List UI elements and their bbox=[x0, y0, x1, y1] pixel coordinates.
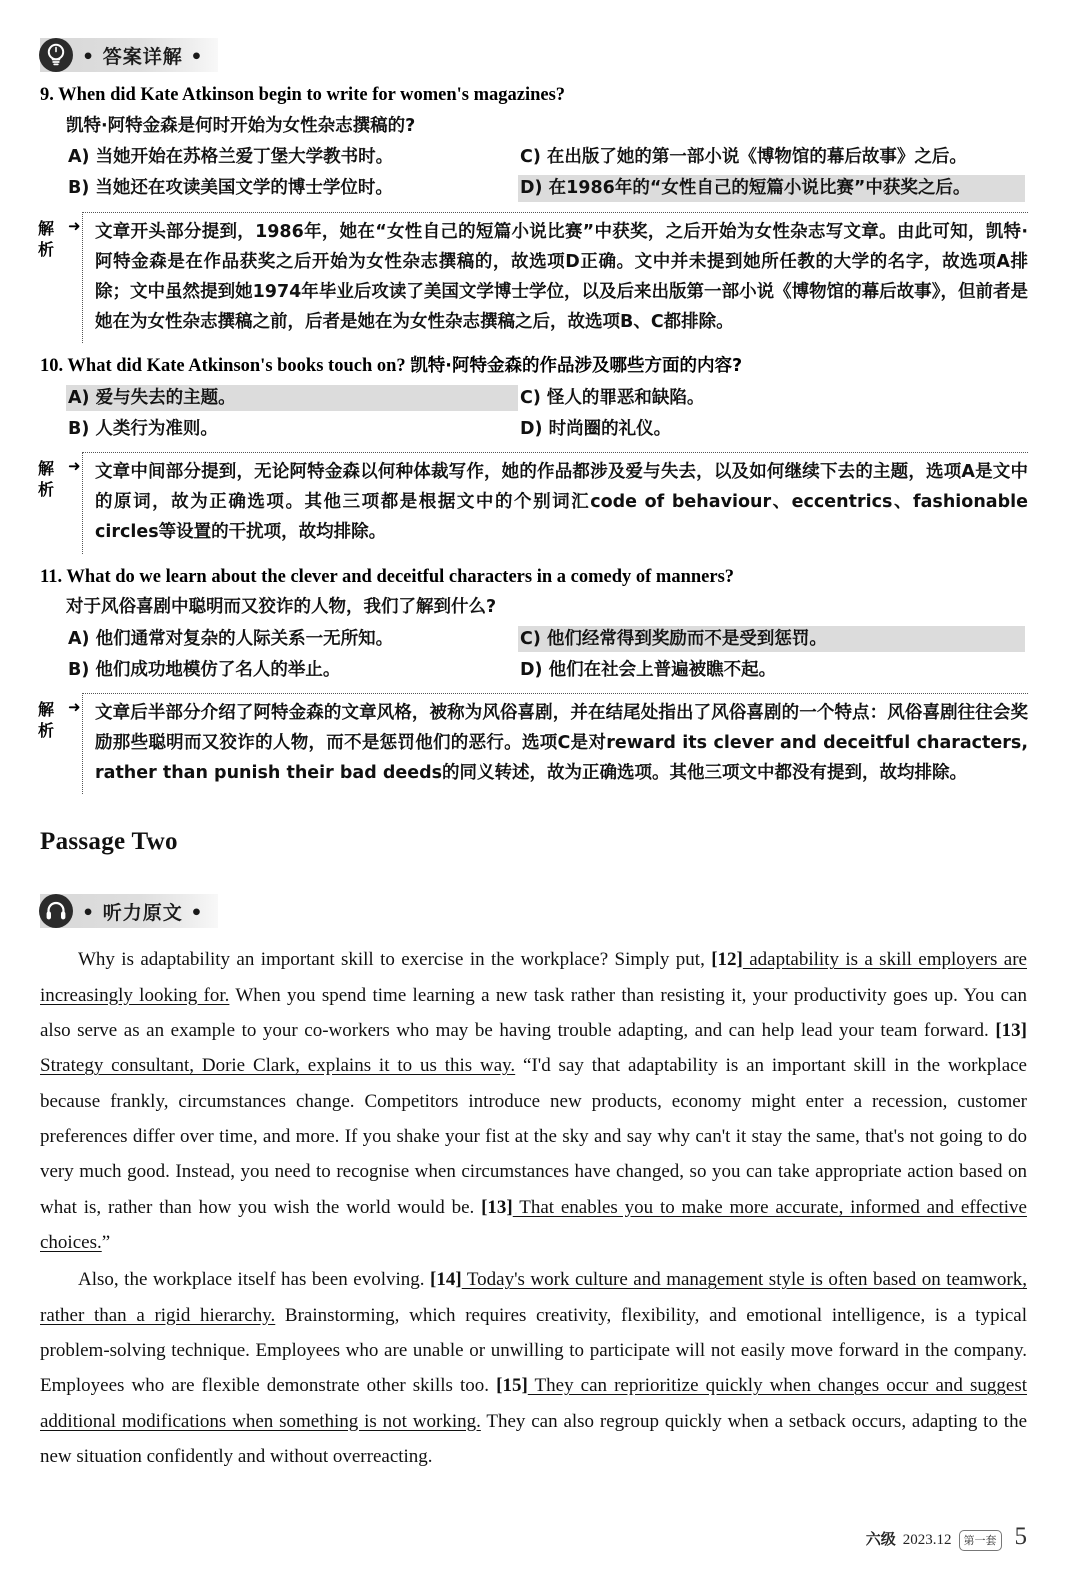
option-a[interactable]: A) 当她开始在苏格兰爱丁堡大学教书时。 bbox=[68, 147, 394, 168]
script-segment: ” bbox=[101, 1232, 111, 1253]
explanation-tag: 解 析 bbox=[38, 459, 55, 500]
script-segment: When you spend time learning a new task rather than resisting it, your productivity goes up. You can also serve as an example to your co-workers who may be having trouble adapting, and can help lead your team forward. bbox=[40, 984, 1027, 1042]
option-c[interactable]: C) 在出版了她的第一部小说《博物馆的幕后故事》之后。 bbox=[520, 147, 967, 168]
explanation-9 bbox=[38, 212, 1028, 343]
question-number: 10. bbox=[40, 355, 64, 376]
option-b[interactable]: B) 人类行为准则。 bbox=[68, 419, 218, 439]
question-translation: 对于风俗喜剧中聪明而又狡诈的人物，我们了解到什么? bbox=[66, 597, 497, 618]
question-stem-en: When did Kate Atkinson begin to write for women's magazines? bbox=[58, 85, 566, 105]
option-a[interactable]: A) 爱与失去的主题。 bbox=[66, 385, 518, 411]
question-stem bbox=[40, 82, 1025, 109]
question-stem bbox=[40, 564, 1025, 591]
option-d[interactable]: D) 时尚圈的礼仪。 bbox=[520, 419, 672, 439]
option-c[interactable]: C) 他们经常得到奖励而不是受到惩罚。 bbox=[518, 626, 1025, 652]
option-list bbox=[66, 144, 1025, 202]
option-list bbox=[66, 626, 1025, 684]
headphones-icon bbox=[39, 894, 73, 928]
option-a[interactable]: A) 他们通常对复杂的人际关系一无所知。 bbox=[68, 628, 394, 649]
question-number: 9. bbox=[40, 85, 54, 105]
question-stem bbox=[40, 353, 1025, 380]
question-marker: [13] bbox=[481, 1196, 513, 1218]
question-block-9 bbox=[40, 82, 1025, 202]
listening-script bbox=[40, 942, 1027, 1474]
exam-level: 六级 bbox=[865, 1530, 896, 1548]
question-marker: [12] bbox=[711, 949, 743, 971]
arrow-icon: ➜ bbox=[68, 700, 81, 717]
question-marker: [15] bbox=[496, 1375, 528, 1397]
question-marker: [13] bbox=[995, 1020, 1027, 1042]
option-d[interactable]: D) 在1986年的“女性自己的短篇小说比赛”中获奖之后。 bbox=[518, 175, 1025, 201]
option-d[interactable]: D) 他们在社会上普遍被瞧不起。 bbox=[520, 659, 777, 680]
question-stem-en: What do we learn about the clever and deceitful characters in a comedy of manners? bbox=[66, 566, 735, 587]
question-marker: [14] bbox=[430, 1269, 462, 1291]
option-c[interactable]: C) 怪人的罪恶和缺陷。 bbox=[520, 387, 705, 408]
question-block-11 bbox=[40, 564, 1025, 684]
explanation-text: 文章开头部分提到，1986年，她在“女性自己的短篇小说比赛”中获奖，之后开始为女性杂志写文章。由此可知，凯特·阿特金森是在作品获奖之后开始为女性杂志撰稿的，故选项D正确。文中并未提到她所任教的大学的名字，故选项A排除；文中虽然提到她1974年毕业后攻读了美国文学博士学位，以及后来出版第一部小说《博物馆的幕后故事》，但前者是她在为女性杂志撰稿之前，后者是她在为女性杂志撰稿之后，故选项B、C都排除。 bbox=[82, 212, 1028, 343]
answer-explanation-banner bbox=[40, 38, 218, 72]
question-number: 11. bbox=[40, 566, 63, 587]
exam-set-badge: 第一套 bbox=[959, 1530, 1002, 1551]
script-paragraph-1 bbox=[40, 942, 1027, 1260]
option-b[interactable]: B) 当她还在攻读美国文学的博士学位时。 bbox=[68, 178, 393, 199]
script-segment: They can reprioritize quickly when changes occur and suggest additional modifications when something is not working. bbox=[40, 1375, 1027, 1432]
arrow-icon: ➜ bbox=[68, 459, 81, 476]
script-segment: Strategy consultant, Dorie Clark, explains it to us this way. bbox=[40, 1055, 516, 1077]
option-list bbox=[66, 385, 1025, 443]
explanation-tag: 解 析 bbox=[38, 700, 55, 741]
arrow-icon: ➜ bbox=[68, 218, 81, 235]
page-footer bbox=[866, 1523, 1027, 1551]
question-stem-cn: 凯特·阿特金森的作品涉及哪些方面的内容? bbox=[410, 355, 743, 376]
question-stem-en: What did Kate Atkinson's books touch on? bbox=[67, 355, 406, 376]
script-segment: Today's work culture and management style is often based on teamwork, rather than a rigid hierarchy. bbox=[40, 1269, 1027, 1326]
explanation-text: 文章中间部分提到，无论阿特金森以何种体裁写作，她的作品都涉及爱与失去，以及如何继续下去的主题，选项A是文中的原词，故为正确选项。其他三项都是根据文中的个别词汇code of behaviour、eccentrics、fashionable circles等设置的干扰项，故均排除。 bbox=[82, 452, 1028, 553]
script-segment: Why is adaptability an important skill to exercise in the workplace? Simply put, bbox=[78, 949, 712, 971]
lightbulb-icon bbox=[39, 38, 73, 72]
passage-title: Passage Two bbox=[40, 828, 178, 856]
explanation-text: 文章后半部分介绍了阿特金森的文章风格，被称为风俗喜剧，并在结尾处指出了风俗喜剧的一个特点：风俗喜剧往往会奖励那些聪明而又狡诈的人物，而不是惩罚他们的恶行。选项C是对reward its clever and deceitful characters, rather than punish their bad deeds的同义转述，故为正确选项。其他三项文中都没有提到，故均排除。 bbox=[82, 693, 1028, 794]
option-b[interactable]: B) 他们成功地模仿了名人的举止。 bbox=[68, 659, 341, 680]
script-segment: “I'd say that adaptability is an important skill in the workplace because frankly, circumstances change. Competitors introduce new products, economy might enter a recession, customer preferences differ over time, and more. If you shake your fist at the sky and say why can't it stay the same, that's not going to do very much good. Instead, you need to recognise when circumstances have changed, so you can take appropriate action based on what is, rather than how you wish the world would be. bbox=[40, 1055, 1027, 1218]
script-segment: That enables you to make more accurate, informed and effective choices. bbox=[40, 1196, 1027, 1253]
banner-title: • 答案详解 • bbox=[82, 45, 204, 68]
explanation-10 bbox=[38, 452, 1028, 553]
banner-title: • 听力原文 • bbox=[82, 901, 204, 924]
page-number: 5 bbox=[1014, 1523, 1027, 1550]
exam-date: 2023.12 bbox=[902, 1532, 952, 1548]
exam-answer-page bbox=[0, 38, 1067, 1591]
script-segment: Also, the workplace itself has been evolving. bbox=[78, 1269, 431, 1291]
explanation-tag: 解 析 bbox=[38, 218, 55, 259]
explanation-11 bbox=[38, 693, 1028, 794]
script-segment: adaptability is a skill employers are increasingly looking for. bbox=[40, 949, 1027, 1006]
question-block-10 bbox=[40, 353, 1025, 442]
script-segment: Brainstorming, which requires creativity, flexibility, and emotional intelligence, is a typical problem-solving technique. Employees who are unable or unwilling to participate will not easily move forward in the company. Employees who are flexible demonstrate other skills too. bbox=[40, 1304, 1028, 1397]
question-translation: 凯特·阿特金森是何时开始为女性杂志撰稿的? bbox=[66, 115, 416, 136]
script-segment: They can also regroup quickly when a setback occurs, adapting to the new situation confidently and without overreacting. bbox=[40, 1410, 1028, 1467]
script-paragraph-2 bbox=[40, 1262, 1027, 1474]
listening-script-banner bbox=[40, 894, 218, 928]
